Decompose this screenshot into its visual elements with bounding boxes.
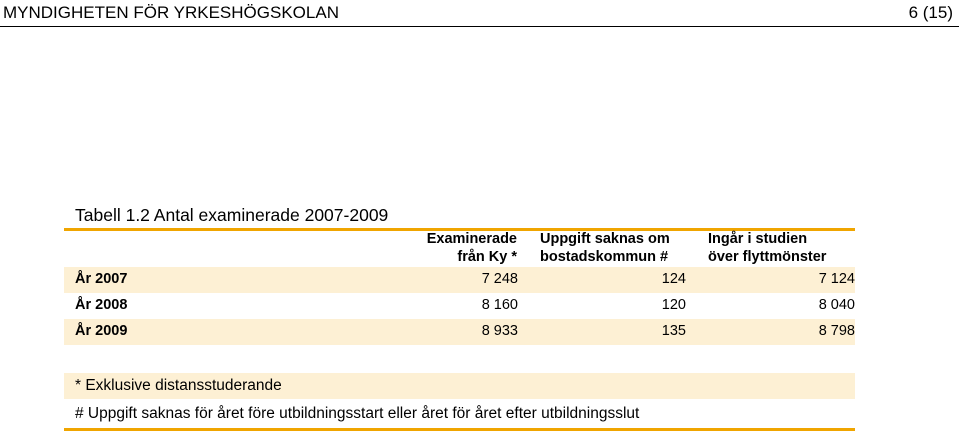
footnote	[64, 373, 855, 399]
column-header-line: över flyttmönster	[708, 249, 827, 265]
footnote	[64, 401, 855, 427]
table-row	[64, 319, 855, 345]
cell-included: 8 040	[818, 297, 855, 313]
row-label: År 2007	[75, 271, 128, 287]
agency-name: MYNDIGHETEN FÖR YRKESHÖGSKOLAN	[3, 3, 339, 22]
column-header-line: Examinerade	[426, 231, 517, 247]
cell-examined: 7 248	[481, 271, 518, 287]
table-title: Tabell 1.2 Antal examinerade 2007-2009	[75, 205, 389, 225]
column-header-line: från Ky *	[457, 249, 517, 265]
column-header-line: Ingår i studien	[708, 231, 808, 247]
page-number: 6 (15)	[908, 3, 953, 22]
cell-examined: 8 160	[481, 297, 518, 313]
table-bottom-rule	[64, 428, 855, 431]
table-row	[64, 293, 855, 319]
footnote-text: * Exklusive distansstuderande	[75, 377, 282, 394]
column-header-examined	[427, 230, 517, 266]
column-header-included-in-study	[708, 230, 826, 266]
cell-missing: 135	[661, 323, 686, 339]
cell-missing: 124	[661, 271, 686, 287]
cell-examined: 8 933	[481, 323, 518, 339]
row-label: År 2009	[75, 323, 128, 339]
table-row	[64, 267, 855, 293]
column-header-line: bostadskommun #	[540, 249, 669, 265]
row-label: År 2008	[75, 297, 128, 313]
cell-included: 7 124	[818, 271, 855, 287]
cell-missing: 120	[661, 297, 686, 313]
header-divider	[0, 26, 959, 27]
footnote-text: # Uppgift saknas för året före utbildningsstart eller året för året efter utbildningsslut	[75, 405, 640, 422]
cell-included: 8 798	[818, 323, 855, 339]
column-header-line: Uppgift saknas om	[540, 231, 670, 247]
column-header-missing-municipality	[540, 230, 670, 266]
